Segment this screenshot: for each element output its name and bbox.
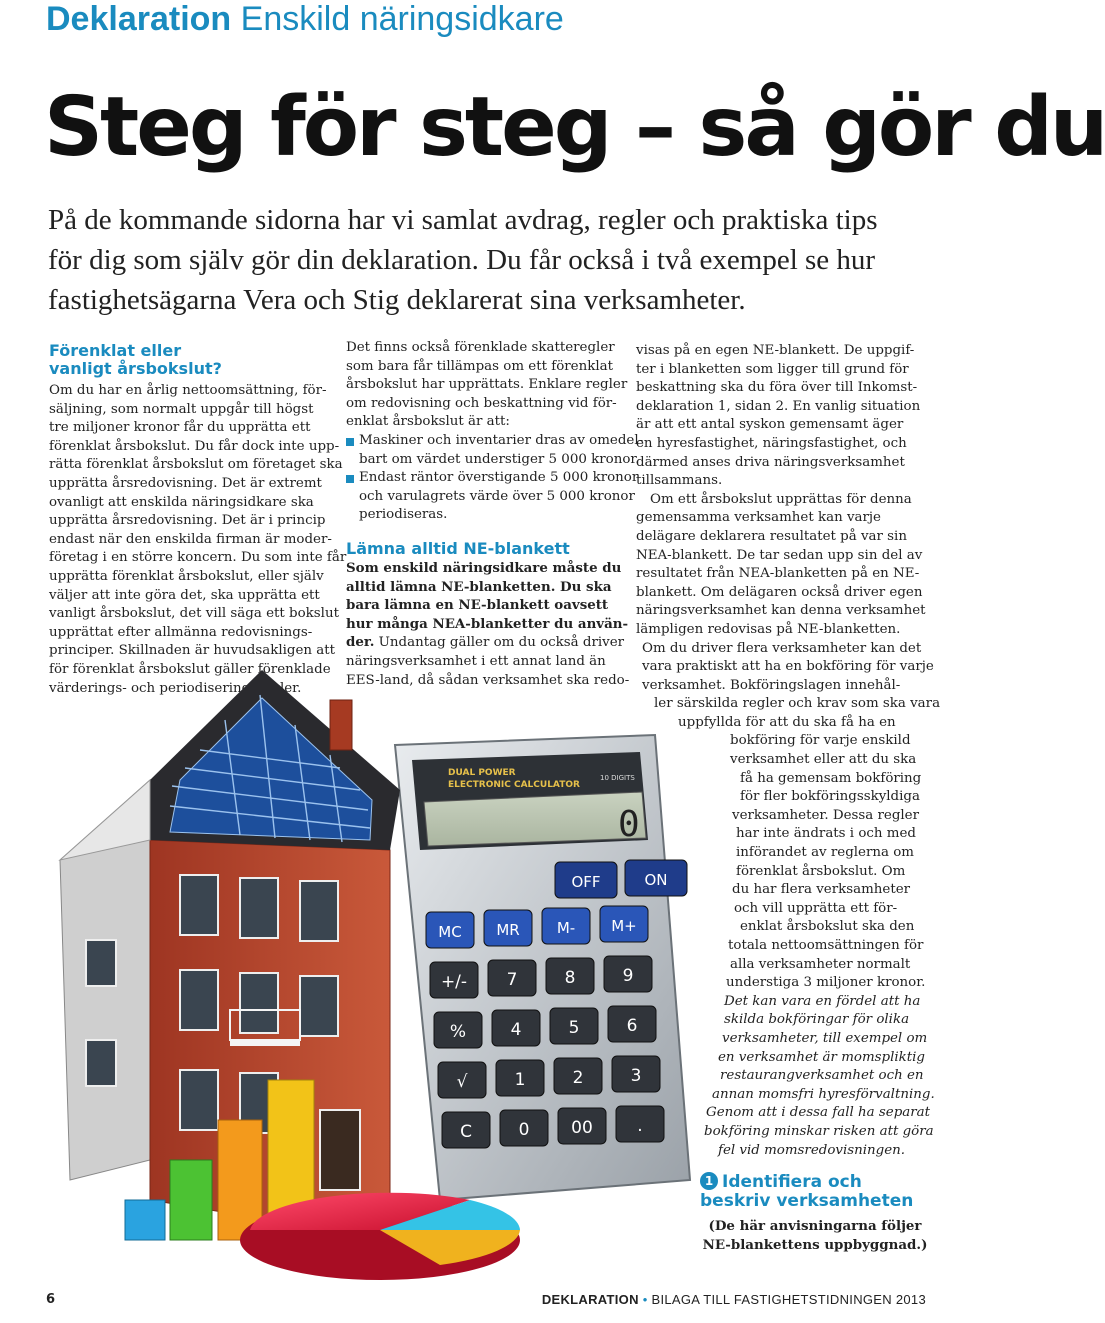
step-title-line: Identifiera och: [722, 1172, 862, 1192]
body-line: uppfyllda för att du ska få ha en: [678, 714, 896, 730]
body-line: verksamhet. Bokföringslagen innehål-: [642, 677, 901, 693]
calculator-key-label: %: [449, 1022, 467, 1042]
body-line: värderings- och periodiseringsregler.: [49, 680, 302, 696]
body-line: delägare deklarera resultatet på var sin: [636, 528, 907, 544]
calculator: [395, 735, 690, 1200]
step-title-line: beskriv verksamheten: [700, 1191, 914, 1211]
footer-text: BILAGA TILL FASTIGHETSTIDNINGEN 2013: [651, 1292, 926, 1307]
body-line: EES-land, då sådan verksamhet ska redo-: [346, 672, 630, 688]
step-block: [700, 1172, 930, 1255]
step-note-line: NE-blankettens uppbyggnad.): [702, 1237, 928, 1253]
lead-paragraph: [346, 559, 636, 633]
page-headline: Steg för steg – så gör du: [44, 80, 1105, 175]
body-line: säljning, som normalt uppgår till högst: [49, 401, 314, 417]
body-line: enklat årsbokslut är att:: [346, 414, 510, 430]
body-text: Undantag gäller om du också driver: [374, 635, 625, 651]
subhead-forenklat: [49, 342, 339, 378]
calculator-key-label: 00: [571, 1118, 593, 1138]
subhead-line: vanligt årsbokslut?: [49, 359, 222, 378]
body-line: som bara får tillämpas om ett förenklat: [346, 358, 613, 374]
body-line: principer. Skillnaden är huvudsakligen att: [49, 643, 336, 659]
body-line: verksamheter, till exempel om: [722, 1030, 928, 1046]
step-heading: [700, 1172, 930, 1211]
calculator-display: 0: [618, 804, 640, 845]
body-line: väljer att inte göra det, ska upprätta ett: [49, 587, 320, 603]
calculator-key-label: √: [456, 1072, 468, 1092]
body-line: bokföring minskar risken att göra: [704, 1123, 934, 1139]
calculator-key-label: C: [460, 1122, 472, 1142]
calculator-badge: 10 DIGITS: [600, 774, 635, 782]
body-line: bokföring för varje enskild: [730, 733, 911, 749]
calculator-brand: DUAL POWER: [448, 768, 516, 778]
body-line: och vill upprätta ett för-: [734, 900, 898, 916]
body-line: ter i blanketten som ligger till grund för: [636, 361, 909, 377]
body-line: Om du driver flera verksamheter kan det: [642, 640, 922, 656]
body-line: näringsverksamhet kan denna verksamhet: [636, 603, 926, 619]
lead-line: Som enskild näringsidkare måste du: [346, 559, 622, 576]
calculator-key-label: 7: [506, 970, 518, 990]
body-line: Det kan vara en fördel att ha: [724, 993, 921, 1009]
column-2: [346, 339, 644, 690]
body-line: tillsammans.: [636, 473, 723, 489]
body-line: för förenklat årsbokslut gäller förenklade: [49, 661, 331, 677]
body-line: alla verksamheter normalt: [730, 956, 911, 972]
page-number: 6: [46, 1292, 56, 1307]
body-line: upprätta årsredovisning. Det är extremt: [49, 475, 322, 491]
body-line: rätta förenklat årsbokslut om företaget ska: [49, 457, 343, 473]
body-line: fel vid momsredovisningen.: [718, 1142, 906, 1158]
body-line: beskattning ska du föra över till Inkomst-: [636, 380, 918, 396]
body-line: Om du har en årlig nettoomsättning, för-: [49, 383, 327, 398]
body-line: restaurangverksamhet och en: [720, 1068, 924, 1084]
body-line: en hyresfastighet, näringsfastighet, och: [636, 435, 907, 451]
calculator-key-label: 3: [630, 1066, 642, 1086]
body-line: blankett. Om delägaren också driver egen: [636, 584, 923, 600]
body-line: ler särskilda regler och krav som ska vara: [654, 696, 941, 712]
body-line: få ha gemensam bokföring: [740, 770, 922, 786]
body-line: Om ett årsbokslut upprättas för denna: [650, 491, 912, 507]
calculator-key-label: MC: [438, 923, 462, 941]
body-line: ovanligt att enskilda näringsidkare ska: [49, 494, 314, 510]
intro-line: På de kommande sidorna har vi samlat avdrag, regler och praktiska tips: [48, 204, 878, 236]
lead-line: alltid lämna NE-blanketten. Du ska: [346, 578, 612, 595]
bullet-line: bart om värdet understiger 5 000 kronor.: [359, 451, 640, 467]
body-line: du har flera verksamheter: [732, 882, 911, 898]
calculator-model: ELECTRONIC CALCULATOR: [448, 780, 580, 790]
body-line: upprätta förenklat årsbokslut, eller själv: [49, 568, 324, 584]
calculator-key-label: ON: [644, 871, 668, 889]
body-line: har inte ändrats i och med: [736, 826, 916, 842]
body-line: Genom att i dessa fall ha separat: [706, 1105, 931, 1121]
body-line: vanligt årsbokslut, det vill säga ett bokslut: [49, 606, 339, 622]
column-2-body: [346, 339, 636, 432]
bullet-line: Maskiner och inventarier dras av omedel-: [346, 432, 636, 451]
calculator-key-label: 4: [510, 1020, 522, 1040]
step-note: [700, 1217, 930, 1255]
intro-line: för dig som själv gör din deklaration. Du får också i två exempel se hur: [48, 244, 876, 276]
body-line: en verksamhet är momspliktig: [718, 1049, 926, 1065]
step-number-badge: 1: [700, 1172, 718, 1190]
body-line: lämpligen redovisas på NE-blanketten.: [636, 621, 901, 637]
calculator-key-label: 6: [626, 1016, 638, 1036]
subhead-line: Förenklat eller: [49, 341, 182, 360]
body-line: deklaration 1, sidan 2. En vanlig situation: [636, 398, 921, 414]
calculator-key-label: 2: [572, 1068, 584, 1088]
footer-separator: •: [642, 1292, 648, 1307]
body-line: visas på en egen NE-blankett. De uppgif-: [636, 343, 915, 358]
step-note-line: (De här anvisningarna följer: [708, 1218, 922, 1234]
calculator-key-label: .: [637, 1116, 643, 1136]
intro-line: fastighetsägarna Vera och Stig deklarerat sina verksamheter.: [48, 284, 746, 316]
body-line: tre miljoner kronor får du upprätta ett: [49, 420, 311, 436]
body-line: årsbokslut har upprättats. Enklare regler: [346, 377, 628, 393]
calculator-key-label: OFF: [571, 873, 601, 891]
body-line: vara praktiskt att ha en bokföring för varje: [642, 659, 934, 675]
body-line: om redovisning och beskattning vid för-: [346, 395, 617, 411]
footer-brand: DEKLARATION: [541, 1292, 639, 1307]
subhead-ne-blankett: Lämna alltid NE-blankett: [346, 538, 570, 558]
calculator-key-label: 5: [568, 1018, 580, 1038]
body-line: därmed anses driva näringsverksamhet: [636, 454, 905, 470]
section-header: [46, 0, 564, 38]
body-line: resultatet från NEA-blanketten på en NE-: [636, 566, 920, 582]
calculator-key-label: 8: [564, 968, 576, 988]
body-line: Det finns också förenklade skatteregler: [346, 340, 615, 355]
body-line: upprätta årsredovisning. Det är i princip: [49, 513, 326, 529]
calculator-key-label: 1: [514, 1070, 526, 1090]
body-line: för fler bokföringsskyldiga: [740, 789, 920, 805]
body-line: förenklat årsbokslut. Om: [736, 863, 906, 879]
lead-end: der.: [346, 634, 375, 651]
body-line: annan momsfri hyresförvaltning.: [712, 1086, 935, 1102]
body-line: näringsverksamhet i ett annat land än: [346, 653, 606, 669]
body-line: totala nettoomsättningen för: [728, 938, 924, 953]
body-line: gemensamma verksamhet kan varje: [636, 510, 881, 526]
body-line: enklat årsbokslut ska den: [740, 919, 915, 935]
body-line: NEA-blankett. De tar sedan upp sin del av: [636, 547, 923, 563]
bullet-line: periodiseras.: [359, 507, 448, 523]
lead-line: bara lämna en NE-blankett oavsett: [346, 597, 609, 614]
body-line: företag i en större koncern. Du som inte får: [49, 550, 347, 566]
body-line: understiga 3 miljoner kronor.: [726, 975, 926, 991]
footer: [542, 1292, 926, 1307]
body-line: endast när den enskilda firman är moder-: [49, 531, 332, 547]
body-line: verksamhet eller att du ska: [730, 752, 917, 768]
section-header-bold: Deklaration: [46, 0, 232, 38]
bullet-item: [346, 432, 644, 469]
body-line: införandet av reglerna om: [736, 845, 915, 861]
body-line: upprättat efter allmänna redovisnings-: [49, 624, 313, 640]
bullet-line: Endast räntor överstigande 5 000 kronor: [346, 469, 636, 488]
body-line: är att ett antal syskon gemensamt äger: [636, 417, 904, 433]
calculator-key-label: 9: [622, 966, 634, 986]
bullet-line: och varulagrets värde över 5 000 kronor: [359, 488, 635, 504]
calculator-key-label: MR: [496, 921, 520, 939]
calculator-key-label: M+: [611, 917, 637, 935]
body-line: förenklat årsbokslut. Du får dock inte upp-: [49, 438, 340, 454]
section-header-light: Enskild näringsidkare: [240, 0, 564, 38]
bullet-item: [346, 469, 639, 525]
body-line: skilda bokföringar för olika: [724, 1012, 910, 1028]
calculator-key-label: 0: [518, 1120, 530, 1140]
calculator-key-label: M-: [556, 919, 576, 937]
calculator-key-label: +/-: [440, 972, 468, 992]
illustration: [0, 640, 700, 1280]
intro-paragraph: [48, 200, 948, 320]
lead-line: hur många NEA-blanketter du använ-: [346, 615, 629, 632]
body-line: verksamheter. Dessa regler: [732, 807, 920, 823]
